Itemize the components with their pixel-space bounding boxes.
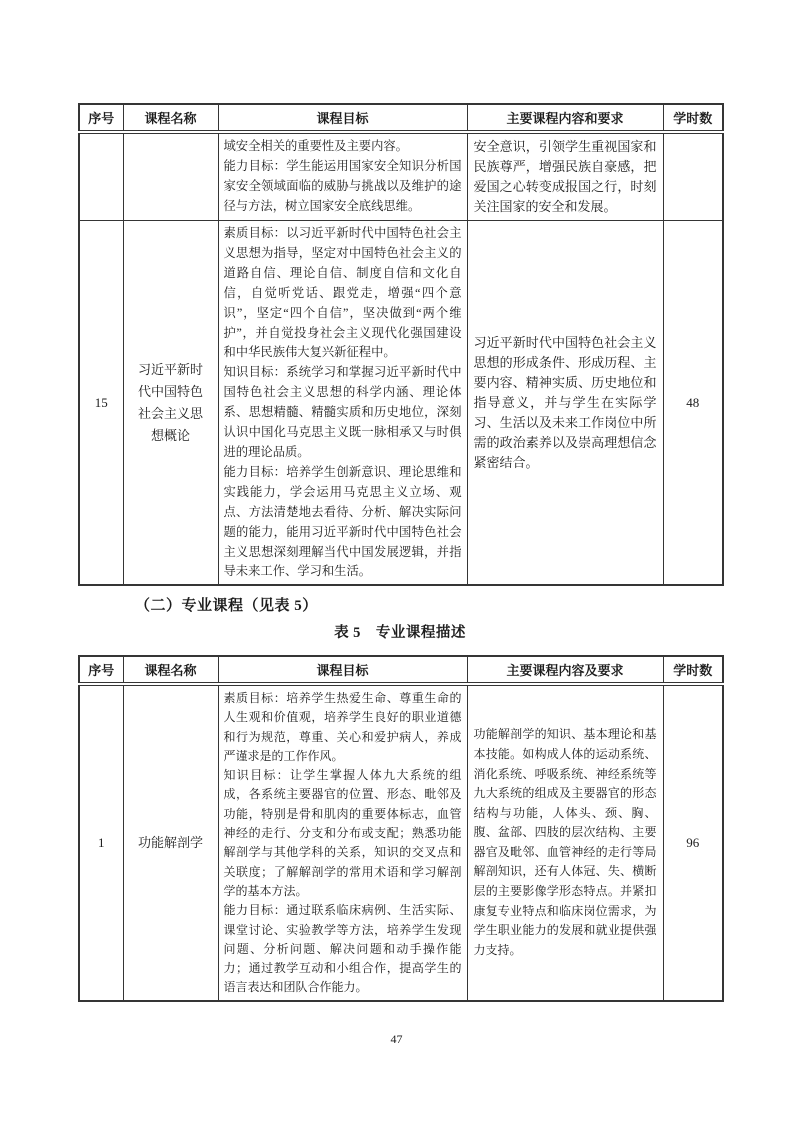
header-content: 主要课程内容及要求	[467, 656, 663, 684]
header-hours: 学时数	[663, 656, 723, 684]
hours-cell: 96	[663, 684, 723, 1001]
content-cell: 功能解剖学的知识、基本理论和基本技能。如构成人体的运动系统、消化系统、呼吸系统、神经系统等九大系统的组成及主要器官的形态结构与功能，人体头、颈、胸、腹、盆部、四肢的层次结构、主要器官及毗邻、血管神经的走行等局解剖知识，还有人体冠、失、横断层的主要影像学形态特点。并紧扣康复专业特点和临床岗位需求，为学生职业能力的发展和就业提供强力支持。	[467, 684, 663, 1001]
objectives-cell	[218, 684, 467, 1001]
objective-paragraph: 知识目标：让学生掌握人体九大系统的组成，各系统主要器官的位置、形态、毗邻及功能，特别是骨和肌肉的重要体标志，血管神经的走行、分支和分布或支配；熟悉功能解剖学与其他学科的关系，知识的交叉点和关联度；了解解剖学的常用术语和学习解剖学的基本方法。	[223, 768, 462, 898]
header-hours: 学时数	[663, 104, 723, 132]
table5-caption: 表 5 专业课程描述	[334, 625, 466, 641]
objective-paragraph: 素质目标：培养学生热爱生命、尊重生命的人生观和价值观，培养学生良好的职业道德和行为规范，尊重、关心和爱护病人，养成严谨求是的工作作风。	[223, 691, 462, 763]
header-serial: 序号	[79, 104, 123, 132]
serial-cell: 1	[79, 684, 123, 1001]
header-serial: 序号	[79, 656, 123, 684]
header-course-name: 课程名称	[123, 104, 218, 132]
table-row	[79, 132, 723, 221]
objectives-cell	[218, 221, 467, 586]
header-content: 主要课程内容和要求	[467, 104, 663, 132]
hours-cell: 48	[663, 221, 723, 586]
header-course-name: 课程名称	[123, 656, 218, 684]
course-name-cell: 习近平新时代中国特色社会主义思想概论	[123, 221, 218, 586]
table-header-row	[79, 104, 723, 132]
course-table-continued	[78, 103, 724, 586]
page-number: 47	[390, 1032, 403, 1046]
objective-paragraph: 能力目标：通过联系临床病例、生活实际、课堂讨论、实验教学等方法，培养学生发现问题、分析问题、解决问题和动手操作能力；通过教学互动和小组合作，提高学生的语言表达和团队合作能力。	[223, 903, 462, 995]
header-objectives: 课程目标	[218, 104, 467, 132]
objective-paragraph: 能力目标：培养学生创新意识、理论思维和实践能力，学会运用马克思主义立场、观点、方法清楚地去看待、分析、解决实际问题的能力，能用习近平新时代中国特色社会主义思想深刻理解当代中国发展逻辑，并指导未来工作、学习和生活。	[223, 464, 462, 579]
table-header-row	[79, 656, 723, 684]
objective-paragraph: 域安全相关的重要性及主要内容。	[223, 139, 408, 153]
course-name-cell: 功能解剖学	[123, 684, 218, 1001]
table-row	[79, 684, 723, 1001]
objective-paragraph: 素质目标：以习近平新时代中国特色社会主义思想为指导，坚定对中国特色社会主义的道路自信、理论自信、制度自信和文化自信，自觉听党话、跟党走，增强“四个意识”，坚定“四个自信”，坚决做到“两个维护”，并自觉投身社会主义现代化强国建设和中华民族伟大复兴新征程中。	[223, 226, 462, 360]
objective-paragraph: 知识目标：系统学习和掌握习近平新时代中国特色社会主义思想的科学内涵、理论体系、思想精髓、精髓实质和历史地位，深刻认识中国化马克思主义既一脉相承又与时俱进的理论品质。	[223, 365, 462, 459]
content-cell: 习近平新时代中国特色社会主义思想的形成条件、形成历程、主要内容、精神实质、历史地位和指导意义，并与学生在实际学习、生活以及未来工作岗位中所需的政治素养以及崇高理想信念紧密结合。	[467, 221, 663, 586]
objectives-cell	[218, 132, 467, 221]
section-heading: （二）专业课程（见表 5）	[135, 598, 318, 614]
content-cell: 安全意识，引领学生重视国家和民族尊严，增强民族自豪感，把爱国之心转变成报国之行，时刻关注国家的安全和发展。	[467, 132, 663, 221]
course-name-cell	[123, 132, 218, 221]
table-row	[79, 221, 723, 586]
serial-cell: 15	[79, 221, 123, 586]
hours-cell	[663, 132, 723, 221]
serial-cell	[79, 132, 123, 221]
professional-course-table	[78, 655, 724, 1002]
objective-paragraph: 能力目标：学生能运用国家安全知识分析国家安全领域面临的威胁与挑战以及维护的途径与方法，树立国家安全底线思维。	[223, 158, 462, 213]
header-objectives: 课程目标	[218, 656, 467, 684]
